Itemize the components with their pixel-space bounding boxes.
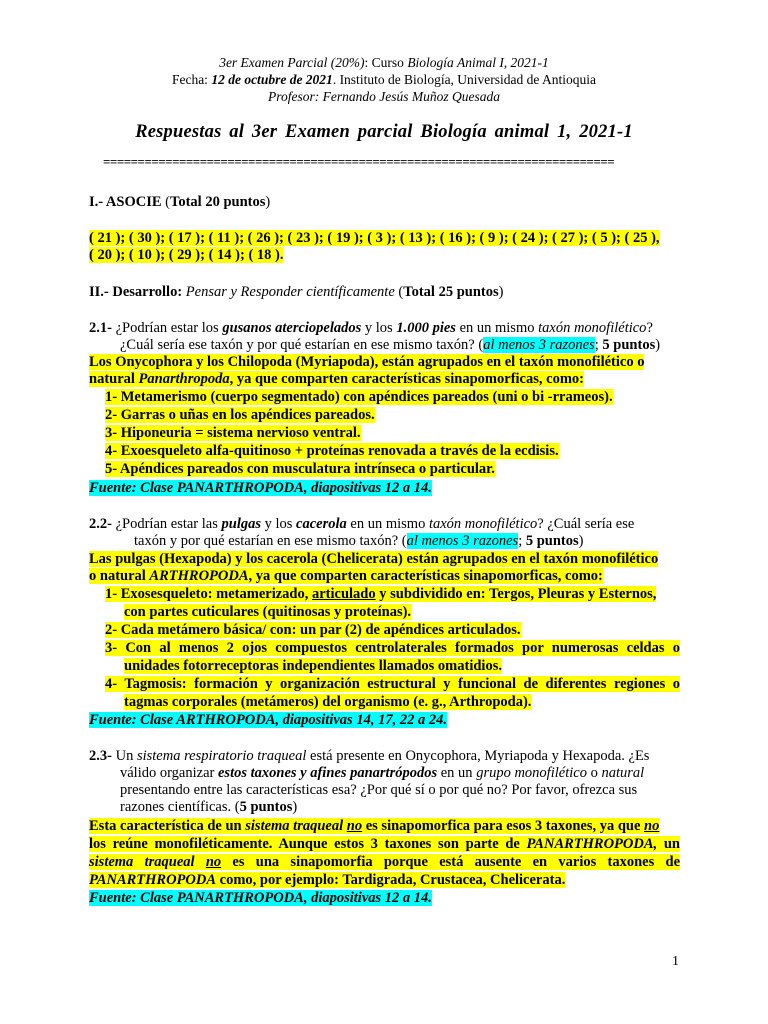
question-2-1-line-2: ¿Cuál sería ese taxón y por qué estarían en ese mismo taxón? (al menos 3 razones; 5 puntos): [120, 337, 661, 353]
page-title: Respuestas al 3er Examen parcial Biología animal 1, 2021-1: [135, 122, 633, 142]
answer-2-2-item-1: 1- Exosesqueleto: metamerizado, articulado y subdividido en: Tergos, Pleuras y Esternos,: [105, 586, 657, 602]
answer-2-1-item-4: 4- Exoesqueleto alfa-quitinoso + proteínas renovada a través de la ecdisis.: [105, 443, 559, 459]
answer-2-1-line-1: Los Onycophora y los Chilopoda (Myriapoda), están agrupados en el taxón monofilético o: [89, 354, 645, 370]
answer-2-3-line-3: sistema traqueal no es una sinapomorfia porque está ausente en varios taxones de: [89, 854, 681, 870]
answer-2-1-line-2: natural Panarthropoda, ya que comparten características sinapomorficas, como:: [89, 371, 584, 387]
section-2-subtitle: Pensar y Responder científicamente: [185, 284, 395, 300]
question-2-3-line-2: válido organizar estos taxones y afines panartrópodos en un grupo monofilético o natural: [120, 765, 645, 781]
answer-2-3-line-2: los reúne monofiléticamente. Aunque estos 3 taxones son parte de PANARTHROPODA, un: [89, 836, 680, 852]
header-line-1: 3er Examen Parcial (20%): Curso Biología Animal I, 2021-1: [219, 55, 549, 70]
header-line-2: Fecha: 12 de octubre de 2021. Instituto de Biología, Universidad de Antioquia: [171, 72, 597, 87]
course-name: Biología Animal I, 2021-1: [407, 55, 549, 70]
answer-2-1-item-5: 5- Apéndices pareados con musculatura intrínseca o particular.: [105, 461, 495, 477]
answer-2-2-item-3: 3- Con al menos 2 ojos compuestos centrolaterales formados por numerosas celdas o: [105, 640, 680, 656]
source-2-3: Fuente: Clase PANARTHROPODA, diapositivas 12 a 14.: [89, 890, 432, 906]
question-2-1-line-1: 2.1- ¿Podrían estar los gusanos aterciopelados y los 1.000 pies en un mismo taxón monofilético?: [89, 320, 653, 336]
fecha-label: Fecha:: [171, 72, 208, 87]
question-2-3-line-1: 2.3- Un sistema respiratorio traqueal está presente en Onycophora, Myriapoda y Hexapoda. ¿Es: [89, 748, 650, 764]
exam-date: 12 de octubre de 2021: [211, 72, 333, 87]
answer-2-2-line-1: Las pulgas (Hexapoda) y los cacerola (Chelicerata) están agrupados en el taxón monofilético: [89, 551, 659, 567]
answer-2-3-line-1: Esta característica de un sistema traqueal no es sinapomorfica para esos 3 taxones, ya que no: [89, 818, 660, 834]
section-2-heading: II.- Desarrollo: Pensar y Responder científicamente (Total 25 puntos): [89, 284, 504, 300]
exam-percentage: (20%): [330, 55, 365, 70]
question-2-3-line-4: razones científicas. (5 puntos): [120, 799, 298, 815]
header-line-3: [0, 89, 768, 105]
institution: Instituto de Biología, Universidad de Antioquia: [339, 72, 597, 87]
separator-line: ==========================================================================: [103, 157, 615, 167]
answer-2-2-line-2: o natural ARTHROPODA, ya que comparten características sinapomorficas, como:: [89, 568, 603, 584]
curso-label: Curso: [371, 55, 404, 70]
answer-2-1-item-2: 2- Garras o uñas en los apéndices pareados.: [105, 407, 375, 423]
exam-label: 3er Examen Parcial: [219, 55, 328, 70]
source-2-1: Fuente: Clase PANARTHROPODA, diapositivas 12 a 14.: [89, 480, 432, 496]
question-2-2-line-1: 2.2- ¿Podrían estar las pulgas y los cacerola en un mismo taxón monofilético? ¿Cuál sería ese: [89, 516, 635, 532]
answer-2-2-item-4-cont: tagmas corporales (metámeros) del organismo (e. g., Arthropoda).: [124, 694, 532, 710]
answer-2-3-line-4: PANARTHROPODA como, por ejemplo: Tardigrada, Crustacea, Chelicerata.: [89, 872, 566, 888]
section-2-total: (Total 25 puntos): [398, 284, 504, 300]
section-1-answers-line-2: ( 20 ); ( 10 ); ( 29 ); ( 14 ); ( 18 ).: [89, 247, 284, 263]
answer-2-1-item-3: 3- Hiponeuria = sistema nervioso ventral.: [105, 425, 361, 441]
page-number: 1: [672, 954, 679, 969]
section-1-total: (Total 20 puntos): [165, 194, 271, 210]
answer-2-2-item-4: 4- Tagmosis: formación y organización estructural y funcional de diferentes regiones o: [105, 676, 680, 692]
source-2-2: Fuente: Clase ARTHROPODA, diapositivas 14, 17, 22 a 24.: [89, 712, 447, 728]
section-1-answers-line-1: ( 21 ); ( 30 ); ( 17 ); ( 11 ); ( 26 ); ( 23 ); ( 19 ); ( 3 ); ( 13 ); ( 16 ); ( 9 ); ( 24 ); ( 27 ); ( 5 ); ( 25 ),: [89, 230, 660, 246]
question-2-3-line-3: presentando entre las características esa? ¿Por qué sí o por qué no? Por favor, ofrezca sus: [120, 782, 638, 798]
answer-2-2-item-3-cont: unidades fotorreceptoras independientes llamados omatidios.: [124, 658, 502, 674]
answer-2-2-item-2: 2- Cada metámero básica/ con: un par (2) de apéndices articulados.: [105, 622, 521, 638]
answer-2-1-item-1: 1- Metamerismo (cuerpo segmentado) con apéndices pareados (uni o bi -rrameos).: [105, 389, 613, 405]
question-2-2-line-2: taxón y por qué estarían en ese mismo taxón? (al menos 3 razones; 5 puntos): [134, 533, 584, 549]
answer-2-2-item-1-cont: con partes cuticulares (quitinosas y proteínas).: [124, 604, 412, 620]
professor: Profesor: Fernando Jesús Muñoz Quesada: [268, 89, 500, 104]
section-1-heading: I.- ASOCIE (Total 20 puntos): [89, 194, 271, 210]
